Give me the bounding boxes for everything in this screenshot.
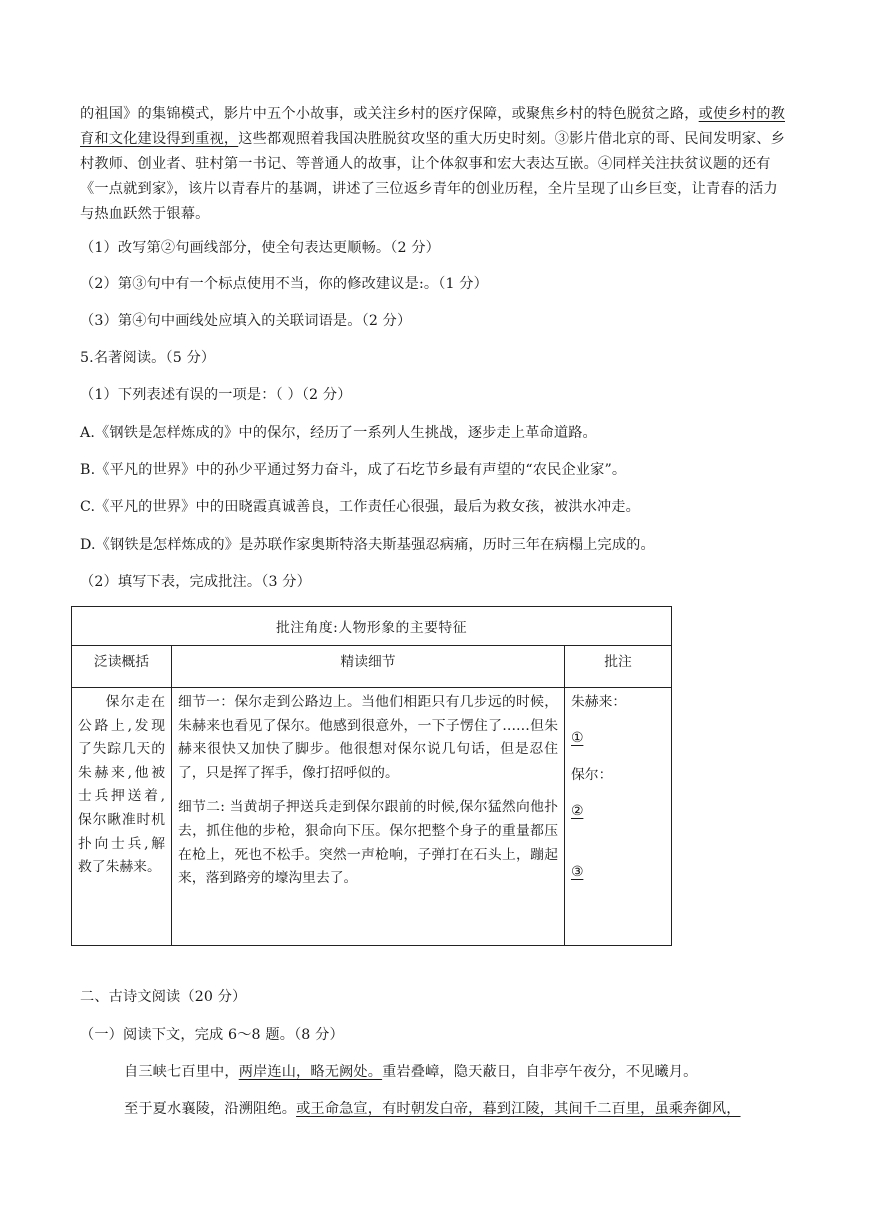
question-5-heading: 5.名著阅读。（5 分） (80, 350, 216, 366)
question-4-3: （3）第④句中画线处应填入的关联词语是。（2 分） (80, 313, 412, 329)
passage-paragraph (80, 102, 792, 227)
answer-blank-2[interactable]: ② (571, 802, 584, 819)
line1-text-a: 自三峡七百里中， (124, 1064, 239, 1080)
line2-underlined: 或王命急宣，有时朝发白帝，暮到江陵，其间千二百里，虽乘奔御风， (296, 1101, 741, 1117)
classical-text-line-2 (124, 1098, 741, 1118)
header-detail: 精读细节 (172, 646, 565, 688)
detail-two: 细节二: 当黄胡子押送兵走到保尔跟前的时候,保尔猛然向他扑去，抓住他的步枪，狠命向下压。保尔把整个身子的重量都压在枪上，死也不松手。突然一声枪响，子弹打在石头上，蹦起来，落到路旁的壕沟里去了。 (178, 799, 558, 887)
passage-text-a: 的祖国》的集锦模式，影片中五个小故事，或关注乡村的医疗保障，或聚焦乡村的特色脱贫之路， (80, 106, 699, 122)
line2-text-a: 至于夏水襄陵，沿溯阻绝。 (124, 1101, 297, 1117)
header-annotation: 批注 (565, 646, 672, 688)
header-summary: 泛读概括 (72, 646, 172, 688)
option-d: D.《钢铁是怎样炼成的》是苏联作家奥斯特洛夫斯基强忍病痛，历时三年在病榻上完成的。 (80, 537, 655, 553)
classical-text-line-1 (124, 1061, 698, 1081)
line1-underlined: 两岸连山，略无阙处。 (238, 1064, 383, 1080)
option-b: B.《平凡的世界》中的孙少平通过努力奋斗，成了石圪节乡最有声望的“农民企业家”。 (80, 462, 627, 478)
passage-underlined-clause: 或使乡村的教育和文化建设得到重视， (80, 106, 785, 147)
summary-cell: 保尔走在公路上,发现了失踪几天的朱赫来,他被士兵押送着,保尔瞅准时机扑向士兵,解救了朱赫来。 (72, 688, 172, 946)
option-a: A.《钢铁是怎样炼成的》中的保尔，经历了一系列人生挑战，逐步走上革命道路。 (80, 425, 597, 441)
detail-one: 细节一：保尔走到公路边上。当他们相距只有几步远的时候，朱赫来也看见了保尔。他感到很意外，一下子愣住了……但朱赫来很快又加快了脚步。他很想对保尔说几句话，但是忍住了，只是挥了挥手，像打招呼似的。 (178, 694, 558, 781)
question-4-1: （1）改写第②句画线部分，使全句表达更顺畅。（2 分） (80, 240, 441, 256)
question-4-2: （2）第③句中有一个标点使用不当，你的修改建议是:。（1 分） (80, 276, 488, 292)
question-5-1: （1）下列表述有误的一项是：（ ）（2 分） (80, 387, 352, 403)
annotation-table (71, 606, 672, 946)
note-baoer-label: 保尔： (571, 767, 613, 784)
line1-text-c: 重岩叠嶂，隐天蔽日，自非亭午夜分，不见曦月。 (382, 1064, 698, 1080)
note-zhuhelai-label: 朱赫来： (571, 694, 627, 710)
answer-blank-1[interactable]: ① (571, 729, 584, 746)
passage-text-c: 这些都观照着我国决胜脱贫攻坚的重大历史时刻。③影片借北京的哥、民间发明家、乡村教师、创业者、驻村第一书记、等普通人的故事，让个体叙事和宏大表达互嵌。④同样关注扶贫议题的还有《一点就到家》，该片以青春片的基调，讲述了三位返乡青年的创业历程，全片呈现了山乡巨变，让青春的活力与热血跃然于银幕。 (80, 131, 785, 222)
answer-blank-3[interactable]: ③ (571, 864, 584, 881)
table-title: 批注角度:人物形象的主要特征 (72, 607, 672, 646)
section-2-heading: 二、古诗文阅读（20 分） (80, 989, 247, 1005)
section-2-subheading: （一）阅读下文，完成 6～8 题。（8 分） (80, 1027, 344, 1043)
option-c: C.《平凡的世界》中的田晓霞真诚善良，工作责任心很强，最后为救女孩，被洪水冲走。 (80, 499, 640, 515)
question-5-2: （2）填写下表，完成批注。（3 分） (80, 574, 311, 590)
annotation-cell (565, 688, 672, 946)
detail-cell (172, 688, 565, 946)
